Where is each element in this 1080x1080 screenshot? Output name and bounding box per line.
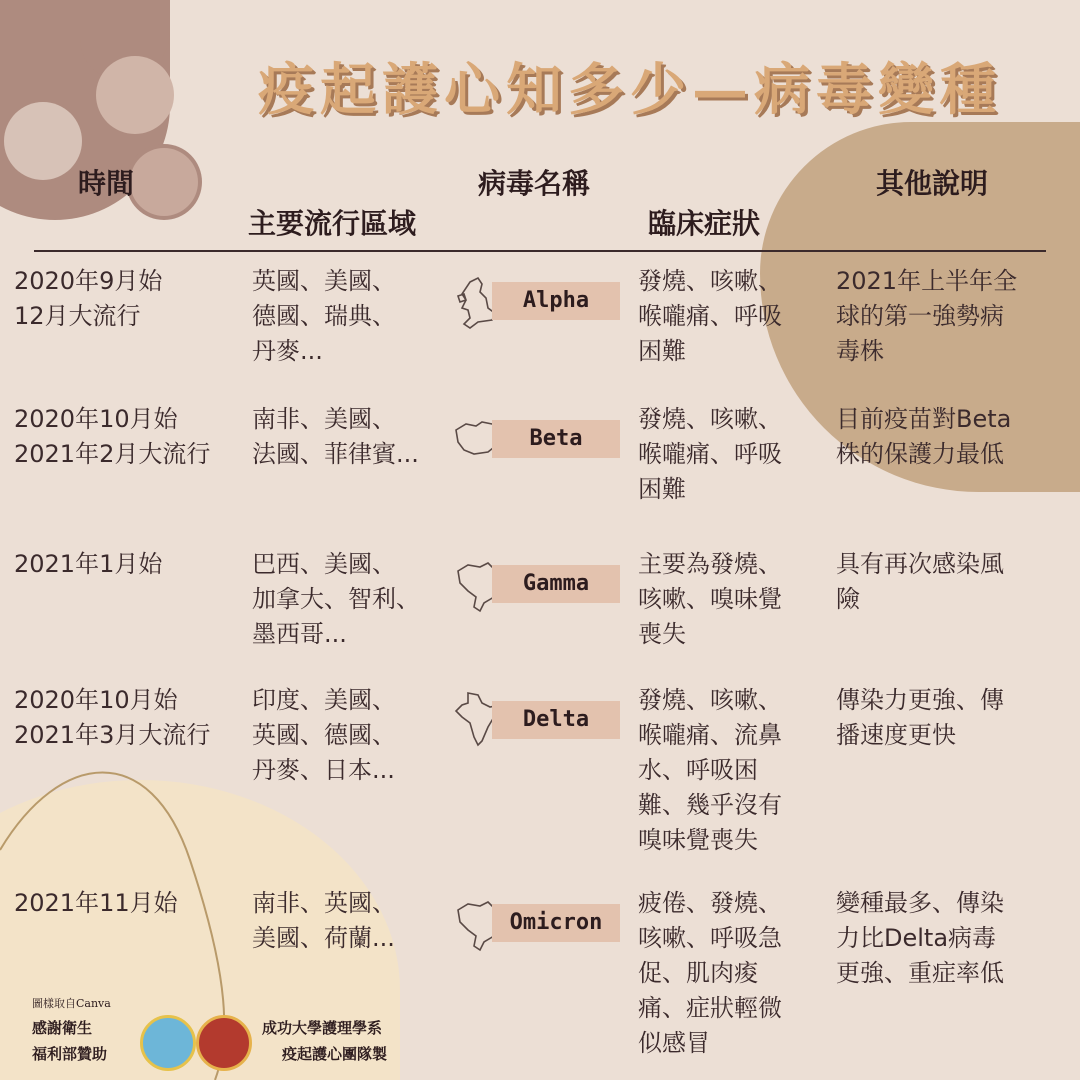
time-cell xyxy=(14,547,244,582)
virus-label-omicron: Omicron xyxy=(492,904,620,942)
symptom-line: 似感冒 xyxy=(638,1029,710,1057)
note-line: 險 xyxy=(836,585,860,613)
symptom-line: 發燒、咳嗽、 xyxy=(638,405,782,433)
note-line: 具有再次感染風 xyxy=(836,550,1004,578)
note-line: 株的保護力最低 xyxy=(836,440,1004,468)
region-cell xyxy=(252,683,432,788)
symptom-line: 發燒、咳嗽、 xyxy=(638,686,782,714)
time-cell xyxy=(14,683,244,753)
virus-cell xyxy=(450,553,625,623)
note-line: 播速度更快 xyxy=(836,721,956,749)
header-time: 時間 xyxy=(78,167,135,200)
region-line: 南非、英國、 xyxy=(252,889,396,917)
symptom-line: 咳嗽、嗅味覺 xyxy=(638,585,782,613)
region-cell xyxy=(252,402,432,472)
symptom-line: 難、幾乎沒有 xyxy=(638,791,782,819)
footer-thanks-line: 福利部贊助 xyxy=(32,1045,108,1063)
university-logo xyxy=(196,1015,252,1071)
symptom-line: 困難 xyxy=(638,337,686,365)
footer-thanks-line: 感謝衛生 xyxy=(32,1019,93,1037)
header-symptoms: 臨床症狀 xyxy=(648,207,761,240)
note-line: 更強、重症率低 xyxy=(836,959,1004,987)
region-line: 英國、美國、 xyxy=(252,267,396,295)
health-ministry-logo xyxy=(140,1015,196,1071)
symptom-line: 咳嗽、呼吸急 xyxy=(638,924,782,952)
symptoms-cell xyxy=(638,886,818,1061)
note-line: 目前疫苗對Beta xyxy=(836,405,1012,433)
region-line: 丹麥... xyxy=(252,337,323,365)
header-region: 主要流行區域 xyxy=(248,207,417,240)
virus-label-alpha: Alpha xyxy=(492,282,620,320)
region-cell xyxy=(252,264,432,369)
symptom-line: 痛、症狀輕微 xyxy=(638,994,782,1022)
time-cell xyxy=(14,264,244,334)
footer-producer-line: 疫起護心團隊製 xyxy=(282,1045,388,1063)
decor-circle xyxy=(4,102,82,180)
page-title: 疫起護心知多少—病毒變種 xyxy=(258,57,1002,123)
symptom-line: 主要為發燒、 xyxy=(638,550,782,578)
notes-cell xyxy=(836,547,1056,617)
decor-circle xyxy=(96,56,174,134)
time-line: 2020年10月始 xyxy=(14,686,178,714)
region-cell xyxy=(252,547,432,652)
time-line: 2020年9月始 xyxy=(14,267,163,295)
footer-producer-line: 成功大學護理學系 xyxy=(262,1019,383,1037)
footer-thanks xyxy=(32,1015,107,1067)
footer-credit: 圖樣取自Canva xyxy=(32,997,111,1010)
virus-cell xyxy=(450,270,625,340)
symptom-line: 喪失 xyxy=(638,620,686,648)
symptom-line: 困難 xyxy=(638,475,686,503)
symptoms-cell xyxy=(638,264,818,369)
region-line: 墨西哥... xyxy=(252,620,347,648)
virus-cell xyxy=(450,408,625,478)
region-cell xyxy=(252,886,432,956)
symptom-line: 水、呼吸困 xyxy=(638,756,758,784)
notes-cell xyxy=(836,264,1056,369)
symptom-line: 促、肌肉痠 xyxy=(638,959,758,987)
virus-label-delta: Delta xyxy=(492,701,620,739)
virus-cell xyxy=(450,689,625,759)
region-line: 丹麥、日本... xyxy=(252,756,395,784)
symptom-line: 喉嚨痛、呼吸 xyxy=(638,302,782,330)
time-cell xyxy=(14,886,244,921)
symptom-line: 發燒、咳嗽、 xyxy=(638,267,782,295)
symptom-line: 喉嚨痛、呼吸 xyxy=(638,440,782,468)
symptom-line: 嗅味覺喪失 xyxy=(638,826,758,854)
decor-circle xyxy=(130,148,198,216)
note-line: 毒株 xyxy=(836,337,884,365)
region-line: 巴西、美國、 xyxy=(252,550,396,578)
footer-producer xyxy=(262,1015,387,1067)
header-notes: 其他說明 xyxy=(876,167,989,200)
notes-cell xyxy=(836,886,1056,991)
time-line: 2021年3月大流行 xyxy=(14,721,211,749)
time-line: 2021年2月大流行 xyxy=(14,440,211,468)
time-line: 12月大流行 xyxy=(14,302,141,330)
header-divider xyxy=(34,250,1046,252)
time-line: 2021年1月始 xyxy=(14,550,163,578)
note-line: 變種最多、傳染 xyxy=(836,889,1004,917)
virus-label-gamma: Gamma xyxy=(492,565,620,603)
symptom-line: 疲倦、發燒、 xyxy=(638,889,782,917)
region-line: 印度、美國、 xyxy=(252,686,396,714)
header-virus: 病毒名稱 xyxy=(478,167,591,200)
notes-cell xyxy=(836,683,1056,753)
symptom-line: 喉嚨痛、流鼻 xyxy=(638,721,782,749)
region-line: 加拿大、智利、 xyxy=(252,585,420,613)
time-line: 2021年11月始 xyxy=(14,889,178,917)
symptoms-cell xyxy=(638,402,818,507)
time-cell xyxy=(14,402,244,472)
virus-cell xyxy=(450,892,625,962)
note-line: 球的第一強勢病 xyxy=(836,302,1004,330)
virus-label-beta: Beta xyxy=(492,420,620,458)
region-line: 法國、菲律賓... xyxy=(252,440,419,468)
note-line: 傳染力更強、傳 xyxy=(836,686,1004,714)
region-line: 德國、瑞典、 xyxy=(252,302,396,330)
region-line: 南非、美國、 xyxy=(252,405,396,433)
region-line: 英國、德國、 xyxy=(252,721,396,749)
notes-cell xyxy=(836,402,1056,472)
symptoms-cell xyxy=(638,683,818,858)
note-line: 力比Delta病毒 xyxy=(836,924,997,952)
symptoms-cell xyxy=(638,547,818,652)
region-line: 美國、荷蘭... xyxy=(252,924,395,952)
time-line: 2020年10月始 xyxy=(14,405,178,433)
note-line: 2021年上半年全 xyxy=(836,267,1018,295)
